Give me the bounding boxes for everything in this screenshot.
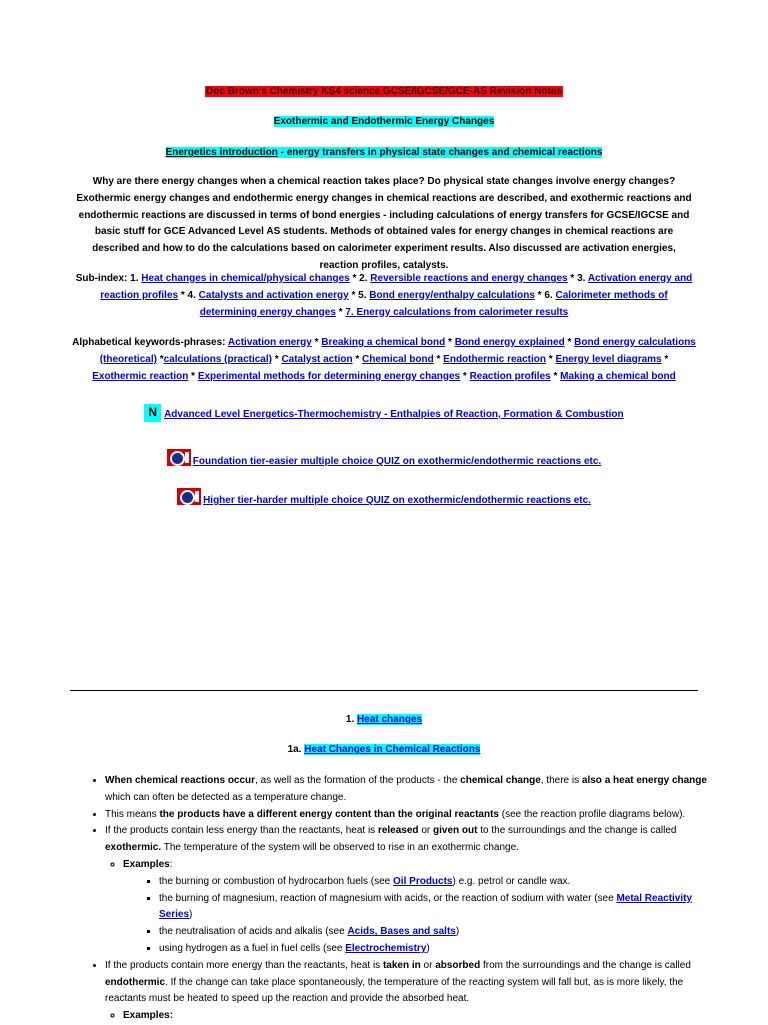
acids-bases-link[interactable]: Acids, Bases and salts (347, 926, 456, 938)
subindex-link-4[interactable]: Catalysts and activation energy (198, 289, 349, 301)
subindex-num: 2. (359, 273, 371, 284)
section1a-heading (0, 744, 768, 755)
subindex-num: 3. (577, 273, 588, 284)
keyword-link[interactable]: Reaction profiles (469, 370, 551, 382)
keyword-link[interactable]: Making a chemical bond (560, 370, 676, 382)
subindex-label: Sub-index: (75, 273, 131, 284)
keywords: Alphabetical keywords-phrases: Activation energy * Breaking a chemical bond * Bond energy explained * Bond energy calculations (theoretical) *calculations (practical) * Catalyst action * Chemical bond * Endothermic reaction * Energy level diagrams * Exothermic reaction * Experimental methods for determining energy changes * Reaction profiles * Making a chemical bond (72, 337, 696, 382)
section-divider (70, 690, 698, 691)
heat-changes-reactions-link[interactable]: Heat Changes in Chemical Reactions (304, 744, 481, 755)
keyword-link[interactable]: Catalyst action (281, 353, 353, 365)
foundation-quiz-row (0, 449, 768, 467)
list-item: • This means the products have a different energy content than the original reactants (see the reaction profile diagrams below). (105, 807, 715, 824)
page-title: Exothermic and Endothermic Energy Changes (273, 116, 495, 127)
site-title-row (0, 86, 768, 97)
intro-heading-rest: energy transfers in physical state changes and chemical reactions (286, 147, 603, 158)
keyword-link[interactable]: Bond energy explained (454, 337, 565, 348)
subindex-link-7[interactable]: 7. Energy calculations from calorimeter results (345, 306, 569, 318)
subindex-num: 4. (187, 289, 199, 301)
heat-changes-link[interactable]: Heat changes (357, 714, 423, 725)
list-item: • If the products contain more energy than the reactants, heat is taken in or absorbed from the surroundings and the change is called endothermic. If the change can take place spontaneously, the temperature of the reacting system will fall but, as is more likely, the reactants must be heated to speed up the reaction and provide the absorbed heat. ◦ Examples: (105, 958, 715, 1025)
section1a-num: 1a. (287, 744, 305, 755)
keyword-link[interactable]: Energy level diagrams (555, 353, 662, 365)
keyword-link[interactable]: Experimental methods for determining energy changes (197, 370, 461, 382)
subindex-link-3[interactable]: Activation energy and reaction profiles (100, 273, 693, 301)
intro-paragraph: Why are there energy changes when a chemical reaction takes place? Do physical state changes involve energy changes? Exothermic energy changes and endothermic energy changes in chemical reactions are described, and exothermic reactions and endothermic reactions are discussed in terms of bond energies - including calculations of energy transfers for GCSE/IGCSE and basic stuff for GCE Advanced Level AS students. Methods of obtained vales for energy changes in chemical reactions are described and how to do the calculations based on calorimeter experiment results. Also discussed are activation energies, reaction profiles, catalysts. (76, 176, 692, 271)
advanced-link-row (0, 404, 768, 422)
site-title: Doc Brown's Chemistry KS4 science GCSE/IGCSE/GCE-AS Revision Notes (206, 86, 562, 97)
list-item: ▪ the burning of magnesium, reaction of magnesium with acids, or the reaction of sodium with water (see Metal Reactivity Series) (159, 891, 715, 925)
energetics-intro-link[interactable]: Energetics introduction (165, 147, 278, 158)
subindex-num: 6. (544, 289, 556, 301)
list-item: ▪ the neutralisation of acids and alkalis (see Acids, Bases and salts) (159, 924, 715, 941)
keyword-link[interactable]: calculations (practical) (163, 353, 272, 365)
electrochemistry-link[interactable]: Electrochemistry (345, 942, 427, 954)
keyword-link[interactable]: Breaking a chemical bond (321, 337, 446, 348)
subindex-num: 5. (358, 289, 370, 301)
subindex-link-1[interactable]: Heat changes in chemical/physical changes (141, 273, 350, 284)
quiz-icon[interactable] (167, 449, 191, 466)
page-title-row (0, 116, 768, 127)
list-item: • When chemical reactions occur, as well as the formation of the products - the chemical change, there is also a heat energy change which can often be detected as a temperature change. (105, 773, 715, 807)
keywords-label: Alphabetical keywords-phrases: (72, 337, 228, 348)
section1-heading (0, 714, 768, 725)
keyword-link[interactable]: Activation energy (227, 337, 312, 348)
list-item: • If the products contain less energy than the reactants, heat is released or given out to the surroundings and the change is called exothermic. The temperature of the system will be observed to rise in an exothermic change. ◦ Examples: ▪ the burning or combustion of hydrocarbon fuels (see Oil Products) e.g. petrol or candle wax. ▪ the burning of magnesium, reaction of magnesium with acids, or the reaction of sodium with water (see Metal Reactivity Series) ▪ the neutralisation of acids and alkalis (see Acids, Bases and salts) ▪ using hydrogen as a fuel in fuel cells (see Electrochemistry) (105, 823, 715, 957)
foundation-quiz-link[interactable]: Foundation tier-easier multiple choice QUIZ on exothermic/endothermic reactions etc. (192, 456, 602, 467)
metal-reactivity-link[interactable]: Metal Reactivity Series (159, 892, 693, 921)
list-item: ▪ the burning or combustion of hydrocarbon fuels (see Oil Products) e.g. petrol or candle wax. (159, 874, 715, 891)
list-item: ◦ Examples: (123, 1008, 715, 1025)
advanced-n-icon[interactable]: N (144, 404, 161, 422)
keyword-link[interactable]: Chemical bond (362, 353, 434, 365)
keyword-link[interactable]: Bond energy calculations (theoretical) (99, 337, 696, 365)
quiz-icon[interactable] (177, 488, 201, 505)
subindex-link-5[interactable]: Bond energy/enthalpy calculations (369, 289, 535, 301)
heat-changes-list (88, 773, 715, 1025)
intro-heading-row (0, 147, 768, 158)
higher-quiz-row (0, 488, 768, 506)
oil-products-link[interactable]: Oil Products (393, 875, 453, 887)
subindex-link-2[interactable]: Reversible reactions and energy changes (370, 273, 568, 284)
list-item: ▪ using hydrogen as a fuel in fuel cells (see Electrochemistry) (159, 941, 715, 958)
intro-sep: - (277, 147, 287, 158)
list-item: ◦ Examples: ▪ the burning or combustion of hydrocarbon fuels (see Oil Products) e.g. petrol or candle wax. ▪ the burning of magnesium, reaction of magnesium with acids, or the reaction of sodium with water (see Metal Reactivity Series) ▪ the neutralisation of acids and alkalis (see Acids, Bases and salts) ▪ using hydrogen as a fuel in fuel cells (see Electrochemistry) (123, 857, 715, 958)
keyword-link[interactable]: Exothermic reaction (92, 370, 189, 382)
higher-quiz-link[interactable]: Higher tier-harder multiple choice QUIZ on exothermic/endothermic reactions etc. (203, 495, 591, 506)
keyword-link[interactable]: Endothermic reaction (443, 353, 546, 365)
subindex-link-6[interactable]: Calorimeter methods of determining energy changes (199, 289, 668, 318)
advanced-energetics-link[interactable]: Advanced Level Energetics-Thermochemistry - Enthalpies of Reaction, Formation & Combustion (164, 409, 624, 420)
subindex: Sub-index: 1. Heat changes in chemical/physical changes * 2. Reversible reactions and energy changes * 3. Activation energy and reaction profiles * 4. Catalysts and activation energy * 5. Bond energy/enthalpy calculations * 6. Calorimeter methods of determining energy changes * 7. Energy calculations from calorimeter results (75, 273, 693, 318)
section1-num: 1. (345, 714, 358, 725)
subindex-num: 1. (130, 273, 142, 284)
